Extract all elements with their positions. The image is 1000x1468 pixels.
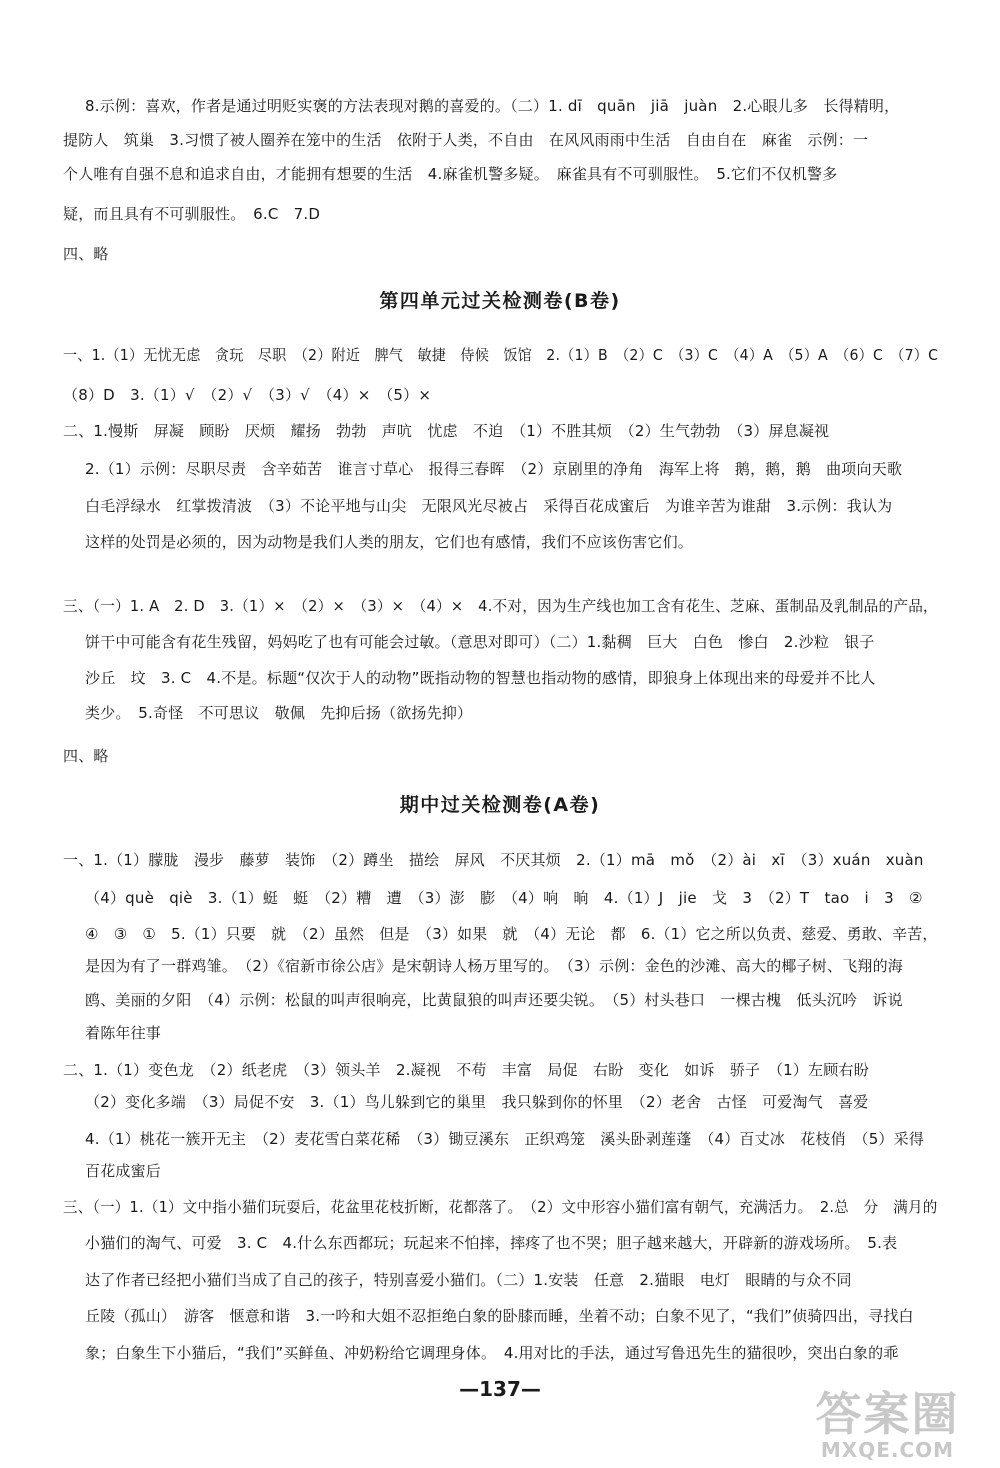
text-line: 丘陵（孤山） 游客 惬意和谐 3.一吟和大姐不忍拒绝白象的卧膝而睡，坐着不动；白象不见了，“我们”侦骑四出，寻找白 [85,1307,914,1325]
text-line: 一、1.（1）朦胧 漫步 藤萝 装饰 （2）蹲坐 描绘 屏风 不厌其烦 2.（1）mā mǒ （2）ài xī （3）xuán xuàn [63,851,924,869]
text-line: 沙丘 坟 3. C 4.不是。标题“仅次于人的动物”既指动物的智慧也指动物的感情，即狼身上体现出来的母爱并不比人 [85,669,876,687]
text-line: 是因为有了一群鸡雏。 （2）《宿新市徐公店》是宋朝诗人杨万里写的。 （3）示例：金色的沙滩、高大的椰子树、飞翔的海 [85,957,903,975]
text-line: （4）què qiè 3.（1）蜓 蜓 （2）糟 遭 （3）澎 膨 （4）响 晌 4.（1）J jie 戈 3 （2）T tao i 3 ② [85,889,923,907]
text-line: ④ ③ ① 5.（1）只要 就 （2）虽然 但是 （3）如果 就 （4）无论 都 6.（1）它之所以负责、慈爱、勇敢、辛苦， [85,925,938,943]
text-line: 饼干中可能含有花生残留，妈妈吃了也有可能会过敏。（意思对即可）（二）1.黏稠 巨大 白色 惨白 2.沙粒 银子 [85,633,875,651]
text-line: 达了作者已经把小猫们当成了自己的孩子，特别喜爱小猫们。（二）1.安装 任意 2.猫眼 电灯 眼睛的与众不同 [85,1271,852,1289]
text-line: 个人唯有自强不息和追求自由，才能拥有想要的生活 4.麻雀机警多疑。 麻雀具有不可驯服性。 5.它们不仅机警多 [63,165,838,183]
text-line: 疑，而且具有不可驯服性。 6.C 7.D [63,205,321,223]
page-number: —137— [459,1377,541,1401]
text-line: 2.（1）示例：尽职尽责 含辛茹苦 谁言寸草心 报得三春晖 （2）京剧里的净角 海军上将 鹅，鹅，鹅 曲项向天歌 [85,460,903,478]
text-line: 小猫们的淘气、可爱 3. C 4.什么东西都玩；玩起来不怕摔，摔疼了也不哭；胆子越来越大，开辟新的游戏场所。 5.表 [85,1234,898,1252]
text-line: （2）变化多端 （3）局促不安 3.（1）鸟儿躲到它的巢里 我只躲到你的怀里 （2）老舍 古怪 可爱淘气 喜爱 [85,1093,869,1111]
section-four: 四、略 [63,245,109,263]
text-line: 8.示例：喜欢，作者是通过明贬实褒的方法表现对鹅的喜爱的。（二）1. dī quān jiā juàn 2.心眼儿多 长得精明， [85,97,900,115]
text-line: 二、1.（1）变色龙 （2）纸老虎 （3）领头羊 2.凝视 不苟 丰富 局促 右盼 变化 如诉 骄子 （1）左顾右盼 [63,1061,869,1079]
section-four: 四、略 [63,747,109,765]
text-line: 着陈年往事 [85,1024,162,1042]
unit-four-title: 第四单元过关检测卷(B卷) [379,290,621,312]
text-line: 三、（一）1. A 2. D 3.（1）× （2）× （3）× （4）× 4.不对，因为生产线也加工含有花生、芝麻、蛋制品及乳制品的产品， [63,597,938,615]
text-line: 一、1.（1）无忧无虑 贪玩 尽职 （2）附近 脾气 敏捷 侍候 饭馆 2.（1）B （2）C （3）C （4）A （5）A （6）C （7）C [63,346,939,364]
text-line: 象；白象生下小猫后，“我们”买鲜鱼、冲奶粉给它调理身体。 4.用对比的手法，通过写鲁迅先生的猫很吵，突出白象的乖 [85,1344,899,1362]
text-line: （8）D 3.（1）√ （2）√ （3）√ （4）× （5）× [63,386,432,404]
text-line: 白毛浮绿水 红掌拨清波 （3）不论平地与山尖 无限风光尽被占 采得百花成蜜后 为谁辛苦为谁甜 3.示例：我认为 [85,497,893,515]
text-line: 鸥、美丽的夕阳 （4）示例：松鼠的叫声很响亮，比黄鼠狼的叫声还要尖锐。 （5）村头巷口 一棵古槐 低头沉吟 诉说 [85,991,903,1009]
text-line: 二、1.慢斯 屏凝 顾盼 厌烦 耀扬 勃勃 声吭 忧虑 不迫 （1）不胜其烦 （2）生气勃勃 （3）屏息凝视 [63,422,830,440]
watermark-url: MXQE.COM [820,1438,955,1462]
watermark [790,1385,985,1465]
text-line: 4.（1）桃花一簇开无主 （2）麦花雪白菜花稀 （3）锄豆溪东 正织鸡笼 溪头卧剥莲蓬 （4）百丈冰 花枝俏 （5）采得 [85,1130,925,1148]
text-line: 类少。 5.奇怪 不可思议 敬佩 先抑后扬（欲扬先抑） [85,704,473,722]
midterm-title: 期中过关检测卷(A卷) [399,794,601,816]
text-line: 百花成蜜后 [85,1162,162,1180]
text-line: 三、（一）1.（1）文中指小猫们玩耍后，花盆里花枝折断，花都落了。 （2）文中形容小猫们富有朝气，充满活力。 2.总 分 满月的 [63,1198,938,1216]
watermark-logo: 答案圈 [815,1387,960,1441]
text-line: 这样的处罚是必须的，因为动物是我们人类的朋友，它们也有感情，我们不应该伤害它们。 [85,533,694,551]
text-line: 提防人 筑巢 3.习惯了被人圈养在笼中的生活 依附于人类，不自由 在风风雨雨中生活 自由自在 麻雀 示例：一 [63,131,869,149]
